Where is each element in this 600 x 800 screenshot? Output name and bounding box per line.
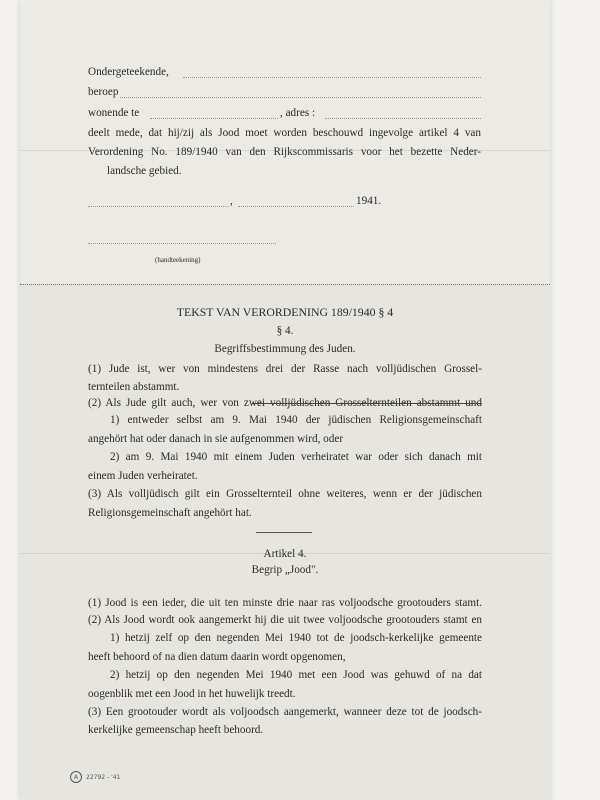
perforation-line — [20, 284, 550, 285]
residence-field[interactable] — [150, 118, 278, 119]
signature-field[interactable] — [88, 243, 276, 244]
printer-stamp-icon: A — [70, 771, 82, 783]
clause-text: Religionsgemeinschaft angehört hat. — [88, 507, 252, 519]
statement-line: landsche gebied. — [107, 165, 182, 177]
clause-text: oogenblik met een Jood in het huwelijk treedt. — [88, 688, 296, 700]
article-heading: Artikel 4. — [263, 548, 307, 560]
strikethrough-line — [252, 403, 482, 404]
date-comma: , — [230, 195, 233, 207]
document-sheet — [20, 0, 550, 800]
section-number: § 4. — [276, 325, 294, 337]
printer-mark — [70, 771, 120, 783]
name-label: Ondergeteekende, — [88, 66, 169, 78]
statement-line: Verordening No. 189/1940 van den Rijkscommissaris voor het bezette Neder- — [88, 146, 481, 158]
clause-text: 1) entweder selbst am 9. Mai 1940 der jüdischen Religionsgemeinschaft — [110, 414, 482, 426]
clause-text: (1) Jude ist, wer von mindestens drei der Rasse nach volljüdischen Grossel- — [88, 363, 482, 375]
occupation-label: beroep — [88, 86, 119, 98]
declaration-form — [20, 0, 550, 284]
clause-text: 2) hetzij op den negenden Mei 1940 met een Jood was gehuwd of na dat — [110, 669, 482, 681]
date-field[interactable] — [238, 206, 354, 207]
clause-text: (2) Als Jood wordt ook aangemerkt hij die uit twee voljoodsche grootouders stamt en — [88, 614, 482, 626]
clause-text: (3) Als volljüdisch gilt ein Grosselternteil ohne weiteres, wenn er der jüdischen — [88, 488, 482, 500]
clause-text: heeft behoord of na dien datum daarin wordt opgenomen, — [88, 651, 346, 663]
statement-line: deelt mede, dat hij/zij als Jood moet worden beschouwd ingevolge artikel 4 van — [88, 127, 481, 139]
clause-text: 2) am 9. Mai 1940 mit einem Juden verheiratet war oder sich danach mit — [110, 451, 482, 463]
clause-text: einem Juden verheiratet. — [88, 470, 198, 482]
signature-label: (handteekening) — [155, 256, 201, 264]
article-title: Begrip „Jood". — [251, 564, 319, 576]
clause-text: (2) Als Jude gilt auch, wer von zwei volljüdischen Grosselternteilen abstammt und — [88, 397, 482, 409]
print-code: 22792 - '41 — [86, 773, 121, 781]
clause-text: (1) Jood is een ieder, die uit ten minste drie naar ras voljoodsche grootouders stamt. — [88, 597, 482, 609]
clause-text: 1) hetzij zelf op den negenden Mei 1940 tot de joodsch-kerkelijke gemeente — [110, 632, 482, 644]
address-field[interactable] — [325, 118, 481, 119]
name-field[interactable] — [183, 77, 481, 78]
clause-text: angehört hat oder danach in sie aufgenommen wird, oder — [88, 433, 344, 445]
clause-text: (3) Een grootouder wordt als voljoodsch aangemerkt, wanneer deze tot de joodsch- — [88, 706, 482, 718]
ordinance-heading: TEKST VAN VERORDENING 189/1940 § 4 — [176, 305, 394, 319]
section-title: Begriffsbestimmung des Juden. — [214, 343, 356, 355]
section-divider — [256, 532, 312, 533]
place-field[interactable] — [88, 206, 228, 207]
clause-text: ternteilen abstammt. — [88, 381, 180, 393]
residence-label: wonende te — [88, 107, 140, 119]
year-text: 1941. — [356, 195, 382, 207]
clause-text: kerkelijke gemeenschap heeft behoord. — [88, 724, 264, 736]
address-label: , adres : — [280, 107, 316, 119]
occupation-field[interactable] — [120, 97, 481, 98]
